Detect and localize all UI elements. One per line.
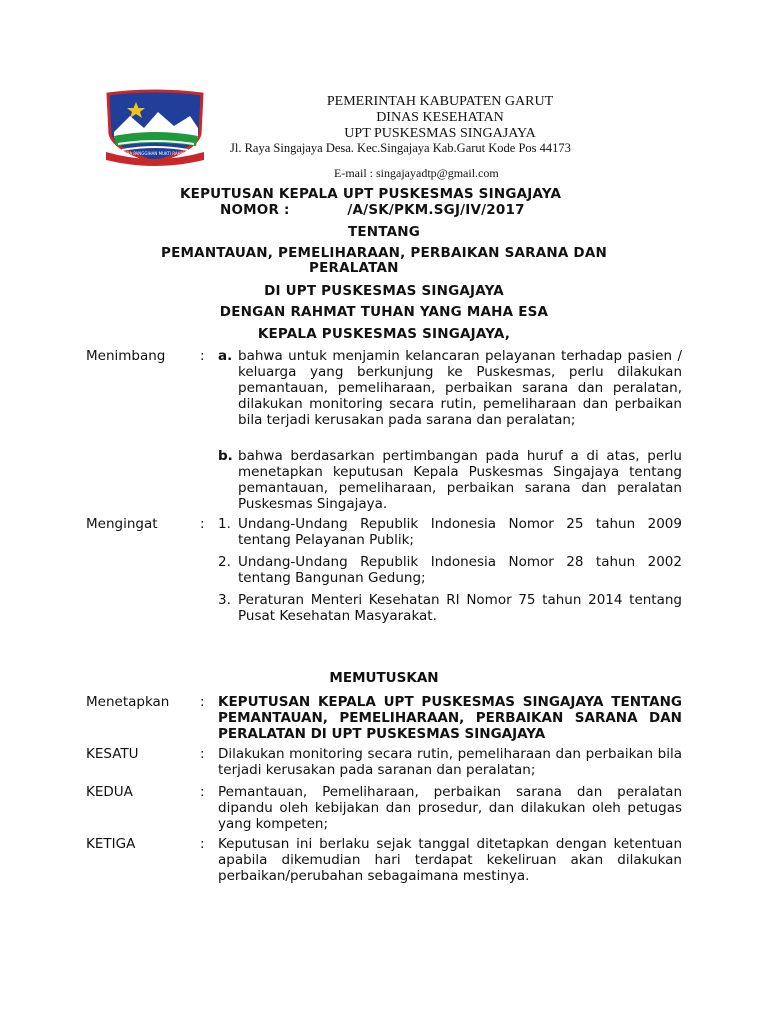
- menimbang-label: Menimbang: [86, 348, 166, 364]
- mengingat-marker-1: 1.: [218, 516, 231, 532]
- header-email: [334, 165, 499, 181]
- header-dept: DINAS KESEHATAN: [376, 110, 504, 125]
- subject-line-1: PEMANTAUAN, PEMELIHARAAN, PERBAIKAN SARANA DAN: [161, 245, 607, 261]
- menimbang-marker-b: b.: [218, 448, 233, 464]
- kesatu-label: KESATU: [86, 746, 139, 762]
- menetapkan-text: KEPUTUSAN KEPALA UPT PUSKESMAS SINGAJAYA TENTANG PEMANTAUAN, PEMELIHARAAN, PERBAIKAN SARANA DAN PERALATAN DI UPT PUSKESMAS SINGAJAYA: [218, 694, 682, 742]
- ketiga-text: Keputusan ini berlaku sejak tanggal ditetapkan dengan ketentuan apabila dikemudian hari terdapat kekeliruan akan dilakukan perbaikan/perubahan sebagaimana mestinya.: [218, 836, 682, 884]
- ketiga-colon: :: [200, 836, 205, 852]
- ketiga-label: KETIGA: [86, 836, 136, 852]
- kesatu-text: Dilakukan monitoring secara rutin, pemeliharaan dan perbaikan bila terjadi kerusakan pada saranan dan peralatan;: [218, 746, 682, 778]
- header-unit: UPT PUSKESMAS SINGAJAYA: [344, 126, 536, 141]
- menimbang-colon: :: [200, 348, 205, 364]
- mengingat-colon: :: [200, 516, 205, 532]
- menimbang-text-a: bahwa untuk menjamin kelancaran pelayanan terhadap pasien / keluarga yang berkunjung ke Puskesmas, perlu dilakukan pemantauan, pemeliharaan, perbaikan sarana dan peralatan, dilakukan monitoring secara rutin, pemeliharaan dan perbaikan bila terjadi kerusakan pada sarana dan peralatan;: [238, 348, 682, 428]
- menetapkan-label: Menetapkan: [86, 694, 170, 710]
- header-gov: PEMERINTAH KABUPATEN GARUT: [326, 94, 554, 109]
- mengingat-text-1: Undang-Undang Republik Indonesia Nomor 25 tahun 2009 tentang Pelayanan Publik;: [238, 516, 682, 548]
- logo-motto: SEBA PANGGIHAN MUKTI RAHAYU: [121, 151, 189, 156]
- menetapkan-colon: :: [200, 694, 205, 710]
- garut-regency-logo: [100, 88, 210, 168]
- mengingat-label: Mengingat: [86, 516, 158, 532]
- mengingat-marker-3: 3.: [218, 592, 231, 608]
- kepala-line: KEPALA PUSKESMAS SINGAJAYA,: [257, 326, 511, 342]
- menimbang-text-b: bahwa berdasarkan pertimbangan pada huruf a di atas, perlu menetapkan keputusan Kepala Puskesmas Singajaya tentang pemantauan, pemeliharaan, perbaikan sarana dan peralatan Puskesmas Singajaya.: [238, 448, 682, 512]
- memutuskan-heading: MEMUTUSKAN: [329, 670, 439, 686]
- kesatu-colon: :: [200, 746, 205, 762]
- kedua-label: KEDUA: [86, 784, 133, 800]
- subject-line-3: DI UPT PUSKESMAS SINGAJAYA: [264, 283, 504, 299]
- decree-title: KEPUTUSAN KEPALA UPT PUSKESMAS SINGAJAYA: [180, 186, 562, 202]
- email-label: E-mail :: [334, 166, 376, 180]
- header-address: Jl. Raya Singajaya Desa. Kec.Singajaya Kab.Garut Kode Pos 44173: [230, 141, 571, 155]
- mengingat-text-2: Undang-Undang Republik Indonesia Nomor 28 tahun 2002 tentang Bangunan Gedung;: [238, 554, 682, 586]
- tentang-heading: TENTANG: [347, 224, 421, 240]
- mengingat-text-3: Peraturan Menteri Kesehatan RI Nomor 75 tahun 2014 tentang Pusat Kesehatan Masyarakat.: [238, 592, 682, 624]
- subject-line-2: PERALATAN: [309, 260, 399, 276]
- nomor-label: NOMOR :: [220, 202, 290, 218]
- rahmat-line: DENGAN RAHMAT TUHAN YANG MAHA ESA: [219, 304, 549, 320]
- mengingat-marker-2: 2.: [218, 554, 231, 570]
- decree-number: [220, 202, 525, 218]
- kedua-text: Pemantauan, Pemeliharaan, perbaikan sarana dan peralatan dipandu oleh kebijakan dan prosedur, dan dilakukan oleh petugas yang kompeten;: [218, 784, 682, 832]
- kedua-colon: :: [200, 784, 205, 800]
- email-address: singajayadtp@gmail.com: [376, 166, 499, 180]
- menimbang-marker-a: a.: [218, 348, 233, 364]
- nomor-value: /A/SK/PKM.SGJ/IV/2017: [347, 202, 525, 218]
